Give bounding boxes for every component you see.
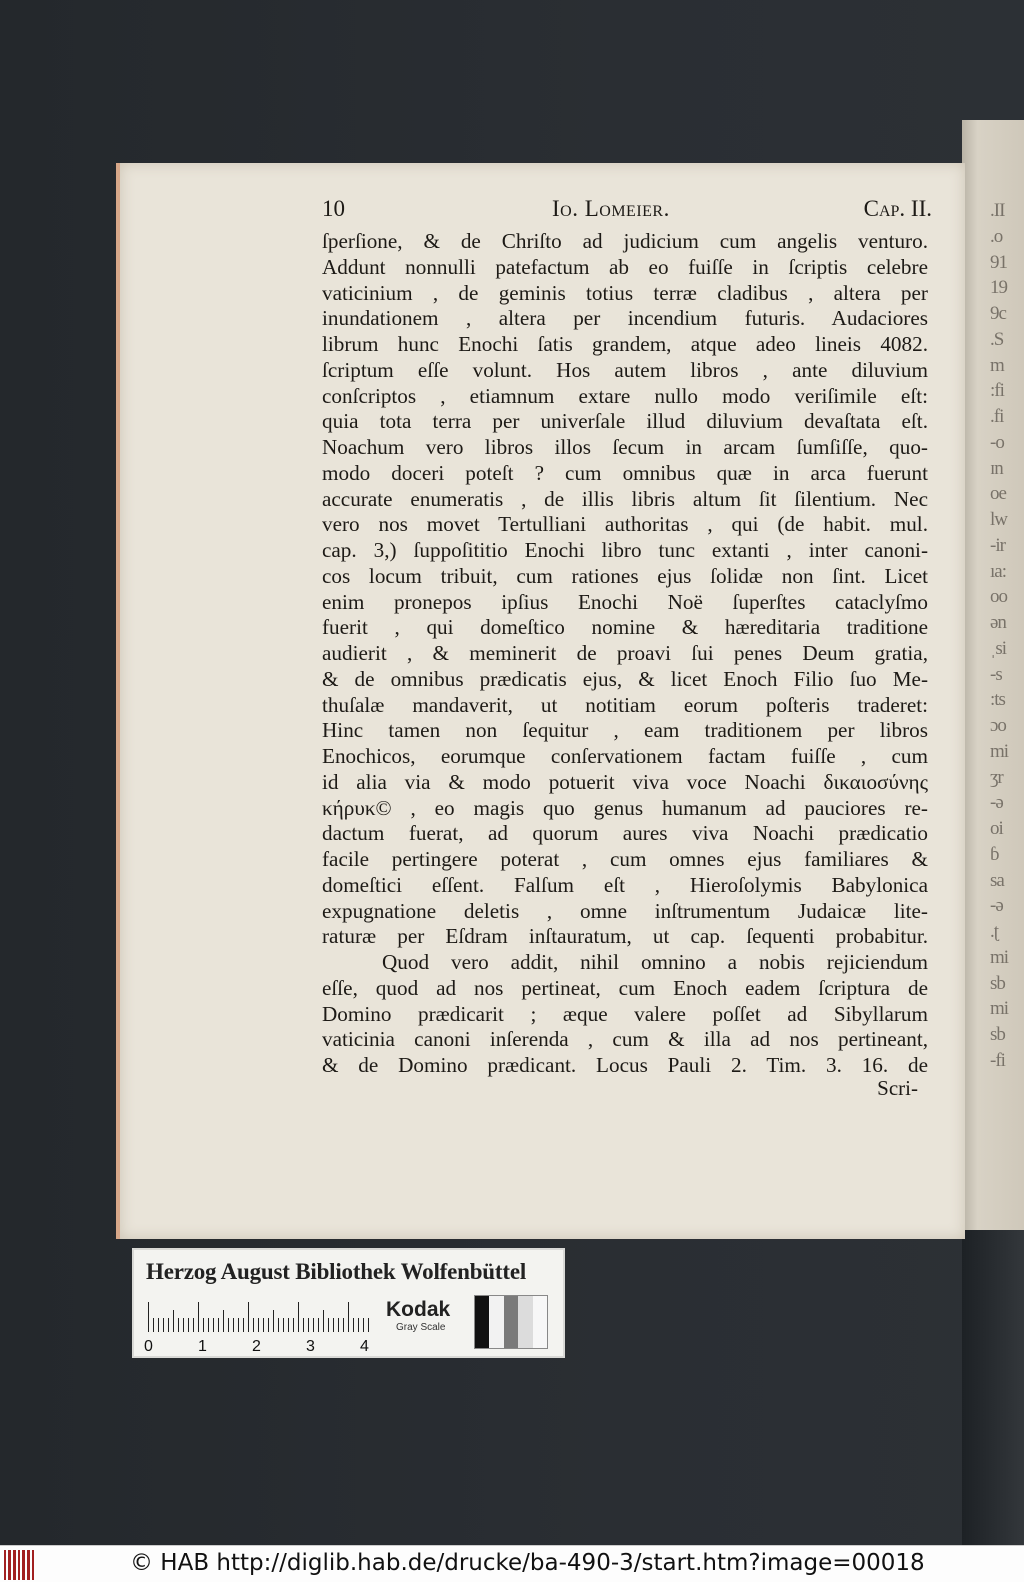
- text-line: raturæ per Eſdram inſtauratum, ut cap. ſequenti probabitur.: [322, 924, 928, 949]
- ruler-tick: [343, 1318, 344, 1332]
- facing-page-fragment: -ir: [990, 534, 1005, 556]
- facing-page-fragment: sa: [990, 869, 1004, 891]
- facing-page-fragment: 9c: [990, 303, 1006, 324]
- facing-page-shadow: [962, 1230, 1024, 1545]
- ruler-tick: [283, 1318, 284, 1332]
- text-line: ſperſione, & de Chriſto ad judicium cum angelis venturo.: [322, 229, 928, 253]
- facing-page-fragment: .ʈ: [990, 921, 999, 942]
- ruler-tick: [228, 1318, 229, 1332]
- facing-page-fragment: mi: [990, 998, 1009, 1020]
- gray-scale-label: Gray Scale: [396, 1322, 446, 1333]
- footer-bar: [0, 1545, 1024, 1582]
- ruler-tick: [168, 1318, 169, 1332]
- text-line: Noachum vero libros illos ſecum in arcam ſumſiſſe, quo-: [322, 435, 928, 459]
- catchword: Scri-: [877, 1076, 918, 1100]
- gray-patch: [504, 1296, 518, 1348]
- text-line: enim pronepos ipſius Enochi Noë ſuperſtes cataclyſmo: [322, 589, 928, 614]
- text-line: domeſtici eſſent. Falſum eſt , Hieroſolymis Babylonica: [322, 872, 928, 897]
- ruler-number: 2: [252, 1338, 261, 1355]
- ruler-tick: [178, 1318, 179, 1332]
- facing-page-fragment: -fi: [990, 1049, 1005, 1071]
- text-line: id alia via & modo potuerit viva voce Noachi δικαιοσύνης: [322, 769, 928, 794]
- facing-page-fragment: -ə: [990, 792, 1003, 814]
- gray-patch: [489, 1296, 503, 1348]
- ruler-number: 3: [306, 1338, 315, 1355]
- ruler-tick: [333, 1318, 334, 1332]
- gray-patch: [533, 1296, 547, 1348]
- ruler-tick: [288, 1318, 289, 1332]
- facing-page-fragment: oe: [990, 483, 1006, 505]
- ruler-tick: [193, 1318, 194, 1332]
- ruler-tick: [158, 1318, 159, 1332]
- ruler-tick: [148, 1302, 149, 1332]
- ruler-tick: [233, 1318, 234, 1332]
- facing-page-fragment: .fi: [990, 406, 1004, 427]
- text-line: & de omnibus prædicatis ejus, & licet Enoch Filio ſuo Me-: [322, 666, 928, 691]
- text-line: Quod vero addit, nihil omnino a nobis rejiciendum: [382, 950, 928, 974]
- text-line: eſſe, quod ad nos pertineat, cum Enoch eadem ſcriptura de: [322, 975, 928, 1000]
- text-line: modo doceri poteſt ? cum omnibus quæ in arca fuerunt: [322, 460, 928, 485]
- text-line: κήρυκ© , eo magis quo genus humanum ad pauciores re-: [322, 795, 928, 820]
- facing-page-fragment: .o: [990, 225, 1003, 247]
- text-line: accurate enumeratis , de illis libris altum ſit ſilentium. Nec: [322, 486, 928, 511]
- ruler-tick: [248, 1302, 249, 1332]
- facing-page-fragment: :ts: [990, 689, 1005, 711]
- facing-page-fragment: ıa:: [990, 560, 1006, 582]
- ruler-tick: [363, 1318, 364, 1332]
- facing-page-fragment: -s: [990, 663, 1002, 685]
- text-line: Enochicos, eorumque conſervationem factam fuiſſe , cum: [322, 744, 928, 768]
- ruler-tick: [353, 1318, 354, 1332]
- text-line: audierit , & meminerit de proavi ſui penes Deum gratia,: [322, 641, 928, 665]
- text-line: Addunt nonnulli patefactum ab eo fuiſſe in ſcriptis celebre: [322, 254, 928, 279]
- text-line: quia tota terra per univerſale illud diluvium devaſtata eſt.: [322, 409, 928, 434]
- page-number: 10: [322, 196, 345, 221]
- facing-page-fragment: mi: [990, 740, 1009, 762]
- facing-page-fragment: ʒr: [990, 766, 1003, 788]
- facing-page-fragment: ɔo: [990, 715, 1006, 736]
- ruler-tick: [258, 1318, 259, 1332]
- running-head-chapter: Cap. II.: [863, 196, 932, 221]
- ruler-tick: [278, 1318, 279, 1332]
- facing-page-fragment: 19: [990, 277, 1007, 299]
- facing-page-fragment: .II: [990, 200, 1005, 221]
- kodak-logo: Kodak: [386, 1298, 451, 1321]
- text-line: expugnatione deletis , omne inſtrumentum Judaicæ lite-: [322, 898, 928, 923]
- ruler-tick: [338, 1318, 339, 1332]
- ruler-number: 4: [360, 1338, 369, 1355]
- ruler-tick: [183, 1318, 184, 1332]
- ruler-tick: [308, 1318, 309, 1332]
- ruler-tick: [238, 1318, 239, 1332]
- facing-page-fragment: sb: [990, 972, 1005, 994]
- copyright-url: © HAB http://diglib.hab.de/drucke/ba-490-3/start.htm?image=00018: [130, 1550, 925, 1576]
- text-line: cos locum tribuit, cum rationes ejus ſolidæ non ſint. Licet: [322, 563, 928, 588]
- ruler-tick: [198, 1302, 199, 1332]
- facing-page-fragment: oo: [990, 586, 1007, 608]
- ruler-tick: [328, 1318, 329, 1332]
- ruler-tick: [203, 1318, 204, 1332]
- measurement-ruler: [144, 1302, 380, 1355]
- barcode-icon: [4, 1550, 44, 1580]
- ruler-tick: [243, 1318, 244, 1332]
- ruler-tick: [358, 1318, 359, 1332]
- ruler-tick: [173, 1310, 174, 1332]
- ruler-tick: [323, 1310, 324, 1332]
- text-line: & de Domino prædicant. Locus Pauli 2. Tim. 3. 16. de: [322, 1053, 928, 1077]
- ruler-tick: [268, 1318, 269, 1332]
- facing-page-fragment: sb: [990, 1024, 1005, 1045]
- ruler-number: 0: [144, 1338, 153, 1355]
- ruler-tick: [313, 1318, 314, 1332]
- ruler-tick: [303, 1318, 304, 1332]
- text-line: thuſalæ mandaverit, ut notitiam eorum poſteris traderet:: [322, 692, 928, 717]
- body-text: [322, 229, 928, 1079]
- running-head: [322, 196, 932, 226]
- facing-page-fragment: lw: [990, 509, 1007, 530]
- facing-page-fragment: ˌsi: [990, 637, 1006, 659]
- text-line: librum hunc Enochi ſatis grandem, atque adeo lineis 4082.: [322, 332, 928, 356]
- ruler-tick: [223, 1310, 224, 1332]
- text-line: inundationem , altera per incendium futuris. Audaciores: [322, 306, 928, 331]
- gray-patch: [475, 1296, 489, 1348]
- text-line: vero nos movet Tertulliani authoritas , qui (de habit. mul.: [322, 512, 928, 537]
- color-reference-card: [132, 1248, 565, 1358]
- text-line: Hinc tamen non ſequitur , eam traditionem per libros: [322, 718, 928, 743]
- facing-page-fragment: oi: [990, 818, 1003, 839]
- library-name: Herzog August Bibliothek Wolfenbüttel: [146, 1259, 527, 1284]
- text-line: conſcriptos , etiamnum extare nullo modo veriſimile eſt:: [322, 383, 928, 408]
- facing-page-fragment: mi: [990, 946, 1009, 968]
- ruler-tick: [163, 1318, 164, 1332]
- running-head-author: Io. Lomeier.: [552, 196, 670, 221]
- ruler-tick: [273, 1310, 274, 1332]
- ruler-tick: [188, 1318, 189, 1332]
- ruler-tick: [208, 1318, 209, 1332]
- ruler-tick: [298, 1302, 299, 1332]
- ruler-tick: [253, 1318, 254, 1332]
- facing-page-fragment: -o: [990, 431, 1004, 453]
- ruler-tick: [293, 1318, 294, 1332]
- facing-page-fragment: .S: [990, 328, 1004, 350]
- facing-page-fragment: ən: [990, 612, 1006, 633]
- facing-page-fragment: ɪn: [990, 457, 1003, 479]
- gray-scale-patches: [474, 1295, 548, 1349]
- ruler-number: 1: [198, 1338, 207, 1355]
- text-line: facile pertingere poterat , cum omnes ejus familiares &: [322, 847, 928, 871]
- facing-page-fragment: -ə: [990, 895, 1003, 917]
- facing-page-fragment: m: [990, 354, 1004, 376]
- ruler-tick: [318, 1318, 319, 1332]
- text-line: Domino prædicarit ; æque valere poſſet ad Sibyllarum: [322, 1001, 928, 1026]
- text-line: cap. 3,) ſuppoſititio Enochi libro tunc extanti , inter canoni-: [322, 538, 928, 562]
- ruler-tick: [153, 1318, 154, 1332]
- ruler-tick: [218, 1318, 219, 1332]
- ruler-tick: [368, 1318, 369, 1332]
- text-line: vaticinia canoni inſerenda , cum & illa ad nos pertineant,: [322, 1027, 928, 1052]
- ruler-tick: [348, 1302, 349, 1332]
- facing-page-fragment: ɓ: [990, 843, 999, 865]
- ruler-tick: [263, 1318, 264, 1332]
- facing-page-fragment: :fi: [990, 380, 1004, 402]
- gray-patch: [518, 1296, 532, 1348]
- text-line: ſcriptum eſſe volunt. Hos autem libros , ante diluvium: [322, 357, 928, 382]
- text-line: vaticinium , de geminis totius terræ cladibus , altera per: [322, 280, 928, 305]
- text-line: fuerit , qui domeſtico nomine & hæreditaria traditione: [322, 615, 928, 640]
- facing-page-fragment: 91: [990, 251, 1007, 273]
- ruler-tick: [213, 1318, 214, 1332]
- text-line: dactum fuerat, ad quorum aures viva Noachi prædicatio: [322, 821, 928, 846]
